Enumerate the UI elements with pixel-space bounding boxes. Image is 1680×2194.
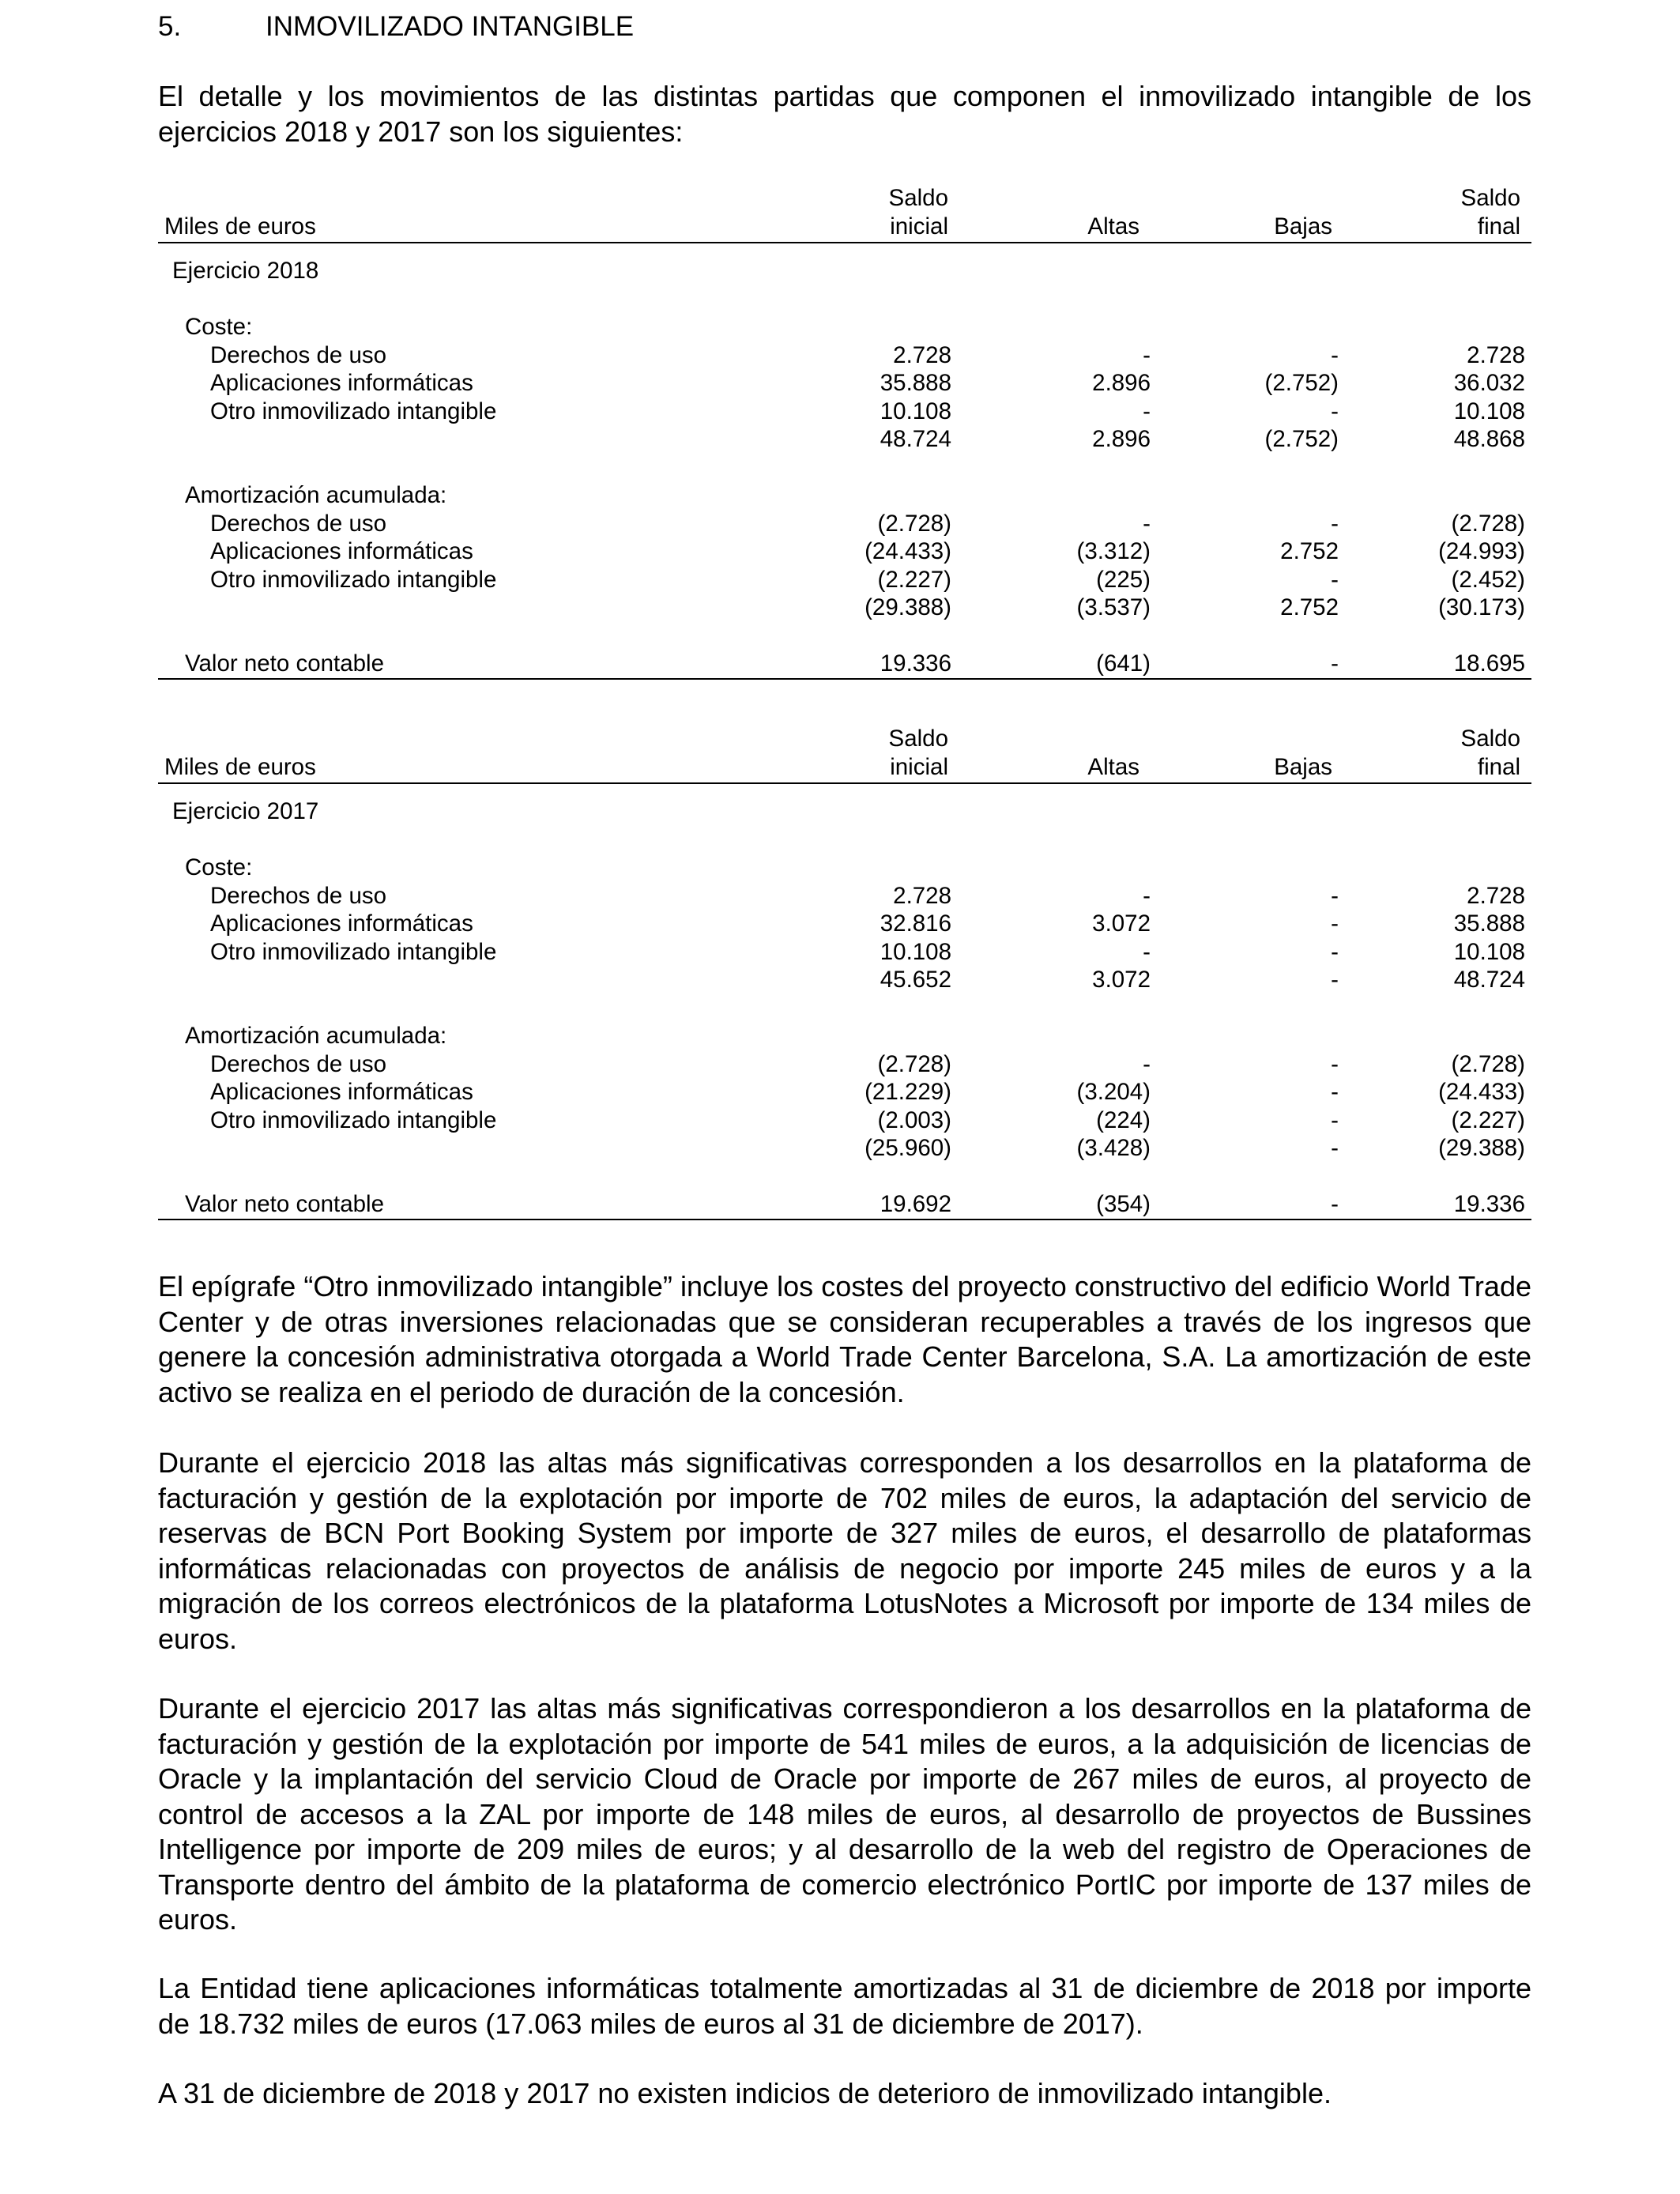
table-row: Otro inmovilizado intangible 10.108 - - 10.108 bbox=[210, 398, 1525, 424]
unit-label: Miles de euros bbox=[164, 213, 316, 239]
table-row: Otro inmovilizado intangible (2.003) (224) - (2.227) bbox=[210, 1106, 1525, 1133]
amort-label-row: Amortización acumulada: bbox=[185, 1023, 447, 1049]
coste-total-row: 45.652 3.072 - 48.724 bbox=[880, 967, 1525, 993]
table-row: Aplicaciones informáticas (24.433) (3.312) 2.752 (24.993) bbox=[210, 538, 1525, 564]
table-row: Otro inmovilizado intangible 10.108 - - 10.108 bbox=[210, 938, 1525, 965]
table-header bbox=[158, 726, 1531, 784]
intro-paragraph: El detalle y los movimientos de las distintas partidas que componen el inmovilizado intangible de los ejercicios 2018 y 2017 son los siguientes: bbox=[158, 80, 1531, 148]
paragraph-totalmente-amortizadas: La Entidad tiene aplicaciones informáticas totalmente amortizadas al 31 de diciembre de 2018 por importe de 18.732 miles de euros (17.063 miles de euros al 31 de diciembre de 2017). bbox=[158, 1972, 1531, 2040]
col-header-saldo-final: Saldo final bbox=[1460, 726, 1520, 780]
table-row: Aplicaciones informáticas 32.816 3.072 - 35.888 bbox=[210, 910, 1525, 937]
table-row: Derechos de uso 2.728 - - 2.728 bbox=[210, 882, 1525, 909]
paragraph-altas-2017: Durante el ejercicio 2017 las altas más significativas correspondieron a los desarrollos en la plataforma de facturación y gestión de la explotación por importe de 541 miles de euros, a la adquisición de licencias de Oracle y la implantación del servicio Cloud de Oracle por importe de 267 miles de euros, al proyecto de control de accesos a la ZAL por importe de 148 miles de euros, al desarrollo de proyectos de Bussines Intelligence por importe de 209 miles de euros; y al desarrollo de la web del registro de Operaciones de Transporte dentro del ámbito de la plataforma de comercio electrónico PortIC por importe de 137 miles de euros. bbox=[158, 1692, 1531, 1936]
valor-neto-row: Valor neto contable 19.336 (641) - 18.695 bbox=[158, 650, 1531, 680]
table-row: Aplicaciones informáticas 35.888 2.896 (2.752) 36.032 bbox=[210, 370, 1525, 396]
section-heading bbox=[158, 11, 634, 43]
col-header-saldo-inicial: Saldo inicial bbox=[888, 185, 948, 239]
col-header-bajas: Bajas bbox=[1274, 213, 1332, 239]
amort-total-row: (25.960) (3.428) - (29.388) bbox=[864, 1135, 1525, 1161]
table-row: Aplicaciones informáticas (21.229) (3.204) - (24.433) bbox=[210, 1079, 1525, 1105]
year-label-row: Ejercicio 2018 bbox=[172, 258, 319, 284]
section-title: INMOVILIZADO INTANGIBLE bbox=[266, 11, 635, 42]
valor-neto-row: Valor neto contable 19.692 (354) - 19.336 bbox=[158, 1190, 1531, 1220]
amort-label-row: Amortización acumulada: bbox=[185, 482, 447, 508]
col-header-altas: Altas bbox=[1087, 213, 1139, 239]
year-label-row: Ejercicio 2017 bbox=[172, 798, 319, 824]
unit-label: Miles de euros bbox=[164, 753, 316, 780]
table-row: Derechos de uso (2.728) - - (2.728) bbox=[210, 1050, 1525, 1077]
table-row: Derechos de uso 2.728 - - 2.728 bbox=[210, 341, 1525, 368]
paragraph-otro-inmovilizado: El epígrafe “Otro inmovilizado intangible” incluye los costes del proyecto constructivo del edificio World Trade Center y de otras inversiones relacionadas que se consideran recuperables a través de los ingresos que genere la concesión administrativa otorgada a World Trade Center Barcelona, S.A. La amortización de este activo se realiza en el periodo de duración de la concesión. bbox=[158, 1270, 1531, 1408]
col-header-saldo-inicial: Saldo inicial bbox=[888, 726, 948, 780]
table-2017 bbox=[158, 726, 1531, 1220]
amort-total-row: (29.388) (3.537) 2.752 (30.173) bbox=[864, 594, 1525, 620]
paragraph-altas-2018: Durante el ejercicio 2018 las altas más significativas corresponden a los desarrollos en la plataforma de facturación y gestión de la explotación por importe de 702 miles de euros, la adaptación del servicio de reservas de BCN Port Booking System por importe de 327 miles de euros, el desarrollo de plataformas informáticas relacionadas con proyectos de análisis de negocio por importe 245 miles de euros y a la migración de los correos electrónicos de la plataforma LotusNotes a Microsoft por importe de 134 miles de euros. bbox=[158, 1446, 1531, 1655]
col-header-saldo-final: Saldo final bbox=[1460, 185, 1520, 239]
coste-total-row: 48.724 2.896 (2.752) 48.868 bbox=[880, 426, 1525, 452]
section-number: 5. bbox=[158, 11, 182, 42]
table-row: Otro inmovilizado intangible (2.227) (225) - (2.452) bbox=[210, 566, 1525, 593]
paragraph-deterioro: A 31 de diciembre de 2018 y 2017 no existen indicios de deterioro de inmovilizado intangible. bbox=[158, 2077, 1332, 2109]
table-2018 bbox=[158, 185, 1531, 680]
table-header bbox=[158, 185, 1531, 243]
col-header-altas: Altas bbox=[1087, 753, 1139, 780]
coste-label-row: Coste: bbox=[185, 314, 253, 340]
table-row: Derechos de uso (2.728) - - (2.728) bbox=[210, 510, 1525, 537]
col-header-bajas: Bajas bbox=[1274, 753, 1332, 780]
coste-label-row: Coste: bbox=[185, 854, 253, 880]
